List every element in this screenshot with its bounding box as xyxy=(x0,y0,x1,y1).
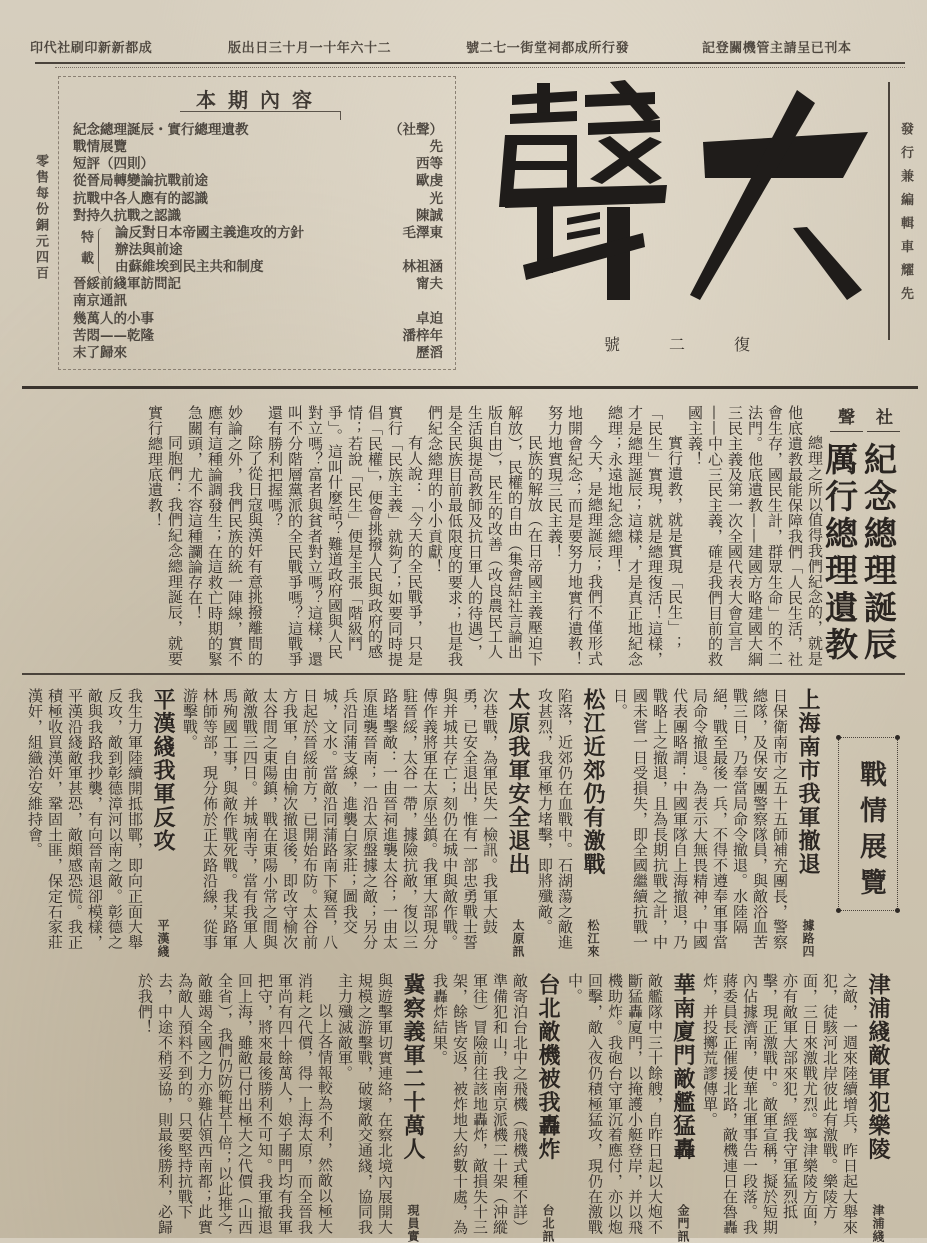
war-news-closing-paragraph: 以上各情報較為不利，然敵以極大消耗之代價，得一上海太原，而全晉我軍尚有四十餘萬人，娘子關門均有我軍把守，將來最後勝利不可知。我軍撤退回上海，雖敵已付出極大之代價（山西全省），我們仍防範甚十倍；以此推之，敵雖竭全國之力亦難佔領西南都；此實為敵人預料不到的。只要堅持抗戰下去，中途不稍妥協，則最後勝利，必歸於我們！ xyxy=(136,973,334,1243)
toc-item-author: 毛澤東 xyxy=(402,225,443,241)
masthead-logo xyxy=(0,0,927,320)
editorial-headline xyxy=(820,442,898,672)
news-headline xyxy=(535,973,561,1243)
corner-dot xyxy=(895,908,900,913)
toc-item-author: 西等 xyxy=(416,156,443,172)
toc-item-title: 晉綏前綫軍訪問記 xyxy=(73,276,181,292)
toc-item-title: 辦法與前途 xyxy=(115,242,183,258)
news-body: 陷落，近郊仍在血戰中。石湖蕩之敵進攻甚烈，我軍極力堵擊，即將殲敵。 xyxy=(536,688,574,950)
toc-item-title: 紀念總理誕辰・實行總理遺教 xyxy=(73,122,249,138)
editorial-paragraph: 同胞們：我們紀念總理誕辰，就要實行總理底遺教！ xyxy=(146,405,184,666)
news-headline xyxy=(865,973,891,1243)
toc-item-title: 幾萬人的小事 xyxy=(73,311,154,327)
news-headline xyxy=(795,688,821,958)
editorial-paragraph: 總理之所以值得我們紀念的，就是他底遺教最能保障我們「人民生活，社會生存，國民生計，群眾生命」的不二法門。他底遺教——建國方略建國大綱三民主義及第一次全國代表大會宣言——中心三民主義，確是我們目前的救國主義！ xyxy=(686,405,824,667)
news-headline xyxy=(505,688,531,958)
news-headline xyxy=(400,973,426,1243)
war-news-lower-tier xyxy=(22,973,895,1243)
editorial-headline-line-2: 厲行總理遺教 xyxy=(820,442,859,664)
masthead-glyph-da xyxy=(690,90,868,300)
news-dateline: 金門訊 xyxy=(676,1204,690,1243)
toc-row xyxy=(73,328,443,344)
toc-item-title: 對持久抗戰之認識 xyxy=(73,208,181,224)
toc-item-title: 南京通訊 xyxy=(73,293,127,309)
war-news-section-title: 戰情展覽 xyxy=(855,760,886,904)
news-dateline: 台北訊 xyxy=(541,1204,555,1243)
toc-item-author: 陳誠 xyxy=(416,208,443,224)
news-dateline: 平漢綫 xyxy=(156,919,170,958)
toc-item-title: 戰情展覽 xyxy=(73,139,127,155)
toc-item-title: 苦悶——乾隆 xyxy=(73,328,154,344)
news-body: 敵寄泊台北中之飛機（飛機式種不詳）準備犯和山，我南京派機二十架（沖縱軍往）冒險前往該地轟炸，敵損失十三架，餘皆安返，被炸地大約數十處，為我轟炸結果。 xyxy=(431,973,529,1235)
toc-item-author: 潘梓年 xyxy=(402,328,443,344)
toc-item-title: 末了歸來 xyxy=(73,345,127,361)
section-divider-heavy xyxy=(22,386,918,389)
editorial-label-rule-right xyxy=(867,431,900,432)
registration-note: 本刊已呈請主管機關登記 xyxy=(702,41,852,56)
toc-item-title: 短評（四則） xyxy=(73,156,154,172)
publisher-address: 發行所成都祠堂街一七二號 xyxy=(466,41,630,56)
editorial-label-rule-left xyxy=(830,431,863,432)
editorial-paragraph: 今天，是總理誕辰；我們不僅形式地開會紀念；而是要努力地實行遺教！努力地實現三民主義！ xyxy=(546,405,604,667)
corner-dot xyxy=(895,735,900,740)
news-headline-text: 台北敵機被我轟炸 xyxy=(535,973,561,1161)
masthead-side-rule xyxy=(888,82,890,340)
news-headline-text: 華南廈門敵艦猛轟 xyxy=(670,973,696,1161)
news-body: 與遊擊軍切實連絡，在察北境內展開大規模之游擊戰，破壞敵交通綫，協同我主力殲滅敵軍。 xyxy=(336,973,394,1235)
toc-item-title: 抗戰中各人應有的認識 xyxy=(73,191,208,207)
editorial-paragraph: 除了從日寇與漢奸有意挑撥離間的妙論之外，我們民族的統一陣線，實不應有這種論調發生；在這救亡時期的緊急關頭，尤不容這種讕論存在！ xyxy=(186,405,264,667)
news-body: 敵艦隊中三十餘艘，自昨日起以大炮不斷猛轟廈門，以掩護小艇登岸，并以飛機助炸。我砲台守軍沉着應付，亦以炮回擊，敵入夜仍積極猛攻，現仍在激戰中。 xyxy=(566,973,664,1235)
toc-row xyxy=(73,345,443,361)
news-body: 我生力軍陸續開抵邯鄲，即向正面大舉反攻，敵到彰德漳河以南之敵。彰德之敵與我路我抄襲，有向晉南退卻模樣，平漢沿綫敵軍甚恐，敵頗感恐慌。我正積極收買漢奸，鞏固土匪，保定石家莊漢奸，組織治安維持會。 xyxy=(26,688,144,950)
toc-item-title: 論反對日本帝國主義進攻的方針 xyxy=(115,225,304,241)
issue-number: 復二號 xyxy=(604,335,800,354)
news-body: 之敵，一週來陸續增兵，昨日起大舉來犯，徒駭河北岸彼此有激戰。樂陵方面，三日來激戰尤烈。寧津樂陵方面，亦有敵軍大部來犯，經我守軍猛烈抵擊，現正激戰中。敵軍宣稱，擬於短期內佔據濟南，使華北軍事告一段落。我蔣委員長正催援北路，敵機連日在魯轟炸，并投擲荒謬傳單。 xyxy=(701,973,859,1235)
publication-date: 二十六年十一月十三日出版 xyxy=(228,41,392,56)
section-divider xyxy=(22,673,905,675)
toc-item-author: （社聲） xyxy=(389,122,443,138)
toc-item-author: 林祖涵 xyxy=(402,259,443,275)
news-headline xyxy=(580,688,606,958)
news-dateline: 松江來 xyxy=(586,919,600,958)
news-body: 次巷戰，為軍民失一檢訊。我軍大鼓勇，已安全退出，惟有一部忠勇戰士誓與并城共存亡；刻仍在城中與敵作戰。傅作義將軍在太原坐鎮。我軍大部現分駐晉綏，太谷一帶，據險抗敵，復以三路堵擊敵：一由晉祠進襲太谷；一由太原進襲晉南；一沿太原盤據之敵；另分兵沿同蒲支線，進襲白家莊；圖我交城，文水。當敵沿同蒲路南下窺晉，八日起於晉綏前方，已開始布防。太谷前方我軍，自由榆次撤退後，即改守榆次太谷間之東陽鎮，戰在東陽小常之間與敵激戰三四日。并城南寺，當有我軍人馬殉國工事，與敵作戰死戰。我某路軍林師等部，現分佈於正太路沿線，從事游擊戰。 xyxy=(181,688,499,950)
toc-item-title: 由蘇維埃到民主共和制度 xyxy=(115,259,264,275)
toc-item-author: 甯夫 xyxy=(416,276,443,292)
publisher-editor-note: 發行兼編輯車耀先 xyxy=(898,122,913,310)
news-headline-text: 上海南市我軍撤退 xyxy=(795,688,821,876)
news-headline-text: 平漢綫我軍反攻 xyxy=(150,688,176,853)
retail-price-note: 零售每份銅元四百 xyxy=(33,154,48,282)
toc-item-author: 歐虔 xyxy=(416,173,443,189)
corner-dot xyxy=(836,908,841,913)
editorial-paragraph: 民族的解放（在日帝國主義壓迫下解放），民權的自由（集會結社言論出版自由），民生的改善（改良農民工人生活與提高教師及抗日軍人的待遇），是全民族目前最低限度的要求；也是我們紀念總理的小小貢獻！ xyxy=(426,405,544,667)
masthead-glyph-sheng xyxy=(499,80,667,300)
toc-special-label: 特載 xyxy=(78,230,93,272)
news-dateline: 津浦綫 xyxy=(871,1204,885,1243)
printer-note: 成都新新印刷社代印 xyxy=(30,41,153,56)
editorial-paragraph: 實行遺教，就是實現「民生」；「民生」實現，就是總理復活！這樣，才是總理誕辰；這樣，才是真正地紀念總理；永遠地紀念總理！ xyxy=(606,405,684,667)
news-headline xyxy=(150,688,176,958)
news-headline-text: 冀察義軍二十萬人 xyxy=(400,973,426,1161)
news-headline-text: 松江近郊仍有激戰 xyxy=(580,688,606,876)
editorial-body xyxy=(18,405,825,671)
news-headline xyxy=(670,973,696,1243)
toc-item-author: 卓迫 xyxy=(416,311,443,327)
toc-title: 本期內容 xyxy=(196,88,324,112)
news-dateline: 據路四 xyxy=(801,919,815,958)
editorial-section-label: 社聲 xyxy=(838,408,914,428)
news-headline-text: 太原我軍安全退出 xyxy=(505,688,531,876)
toc-item-title: 從晉局轉變論抗戰前途 xyxy=(73,173,208,189)
news-headline-text: 津浦綫敵軍犯樂陵 xyxy=(865,973,891,1161)
toc-item-author: 光 xyxy=(429,191,443,207)
editorial-paragraph: 有人說：「今天的全民戰爭，只是實行「民族主義」就夠了；如要同時提倡「民權」，便會挑撥人民與政府的感情；若說「民生」便是主張「階級鬥爭」。這叫什麼話？難道政府國與人民對立嗎？富者與貧者對立嗎？這樣，還叫不分階層黨派的全民戰爭嗎？這戰爭還有勝利把握嗎？ xyxy=(266,405,424,667)
news-dateline: 太原訊 xyxy=(511,919,525,958)
war-news-upper-tier xyxy=(22,688,825,958)
news-dateline: 現員實 xyxy=(406,1204,420,1243)
corner-dot xyxy=(836,735,841,740)
toc-item-author: 先 xyxy=(429,139,443,155)
editorial-headline-line-1: 紀念總理誕辰 xyxy=(859,442,898,664)
news-body: 日保衛南市之五十五師補充團長，警察總隊，及保安團警察隊員，與敵浴血苦戰三日，乃奉當局命令撤退。水陸隔絕，戰至最後一兵，不得不遵奉軍事當局命令撤退。為表示大無畏精神，中國代表團略謂：中國軍隊自上海撤退，乃戰略上之撤退，且為長期抗戰之計，中國未嘗一日受損失，即全國繼續抗戰一日。 xyxy=(611,688,789,950)
toc-item-author: 歷滔 xyxy=(416,345,443,361)
